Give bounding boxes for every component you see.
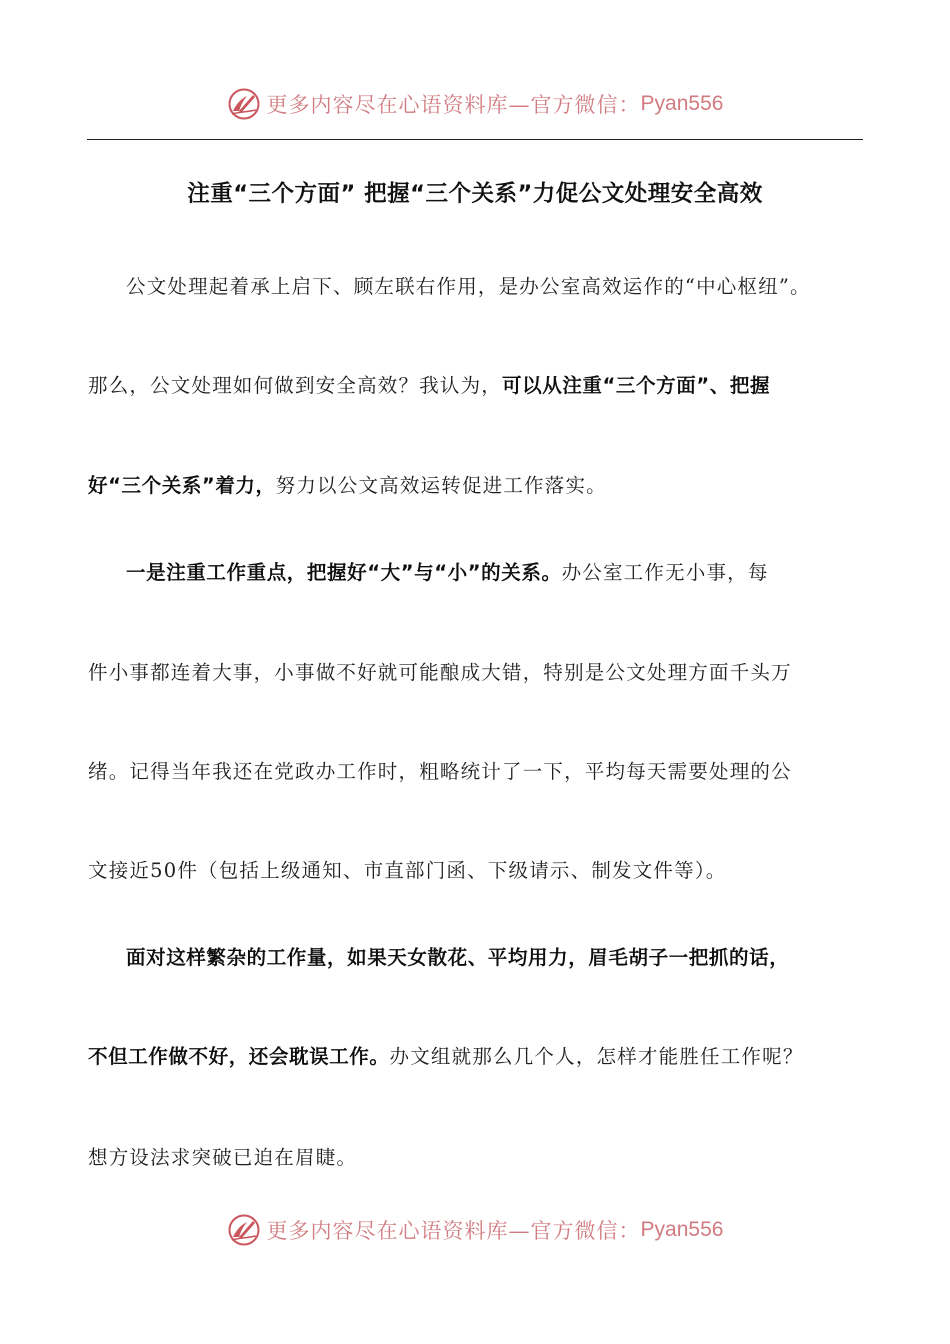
body-bold-text: 可以从注重“三个方面”、把握: [502, 374, 771, 397]
body-bold-text: 不但工作做不好，还会耽误工作。: [88, 1045, 390, 1068]
body-text: 公文处理起着承上启下、顾左联右作用，是办公室高效运作的“中心枢纽”。: [126, 275, 811, 298]
body-line-9: [88, 1042, 868, 1072]
header-rule: [87, 139, 863, 140]
body-line-10: [88, 1143, 868, 1173]
body-text: 件小事都连着大事，小事做不好就可能酿成大错，特别是公文处理方面千头万: [88, 661, 792, 684]
body-text: 办公室工作无小事，每: [561, 561, 769, 584]
watermark-wechat-id: Pyan556: [640, 1218, 724, 1241]
body-text: 办文组就那么几个人，怎样才能胜任工作呢？: [389, 1045, 804, 1068]
body-line-3: [88, 471, 868, 501]
body-line-4: [126, 558, 866, 588]
body-line-1: [126, 272, 866, 302]
pen-signature-logo-icon: [227, 87, 261, 121]
footer-watermark: [0, 1208, 950, 1252]
body-line-6: [88, 757, 868, 787]
body-text: 绪。记得当年我还在党政办工作时，粗略统计了一下，平均每天需要处理的公: [88, 760, 792, 783]
body-line-5: [88, 658, 868, 688]
body-line-2: [88, 371, 868, 401]
section-heading-bold: 一是注重工作重点，把握好“大”与“小”的关系。: [126, 561, 562, 584]
body-bold-text: 面对这样繁杂的工作量，如果天女散花、平均用力，眉毛胡子一把抓的话，: [126, 946, 790, 969]
body-bold-text: 好“三个关系”着力，: [88, 474, 276, 497]
header-watermark: [0, 82, 950, 126]
watermark-wechat-id: Pyan556: [640, 92, 724, 115]
body-text: 文接近50件（包括上级通知、市直部门函、下级请示、制发文件等）。: [88, 859, 727, 882]
watermark-text: 更多内容尽在心语资料库—官方微信：: [266, 93, 641, 117]
body-line-7: [88, 856, 868, 886]
body-line-8: [126, 943, 866, 973]
document-title: 注重“三个方面” 把握“三个关系”力促公文处理安全高效: [187, 181, 763, 207]
body-text: 想方设法求突破已迫在眉睫。: [88, 1146, 358, 1169]
pen-signature-logo-icon: [227, 1213, 261, 1247]
body-text: 那么，公文处理如何做到安全高效？我认为，: [88, 374, 503, 397]
watermark-text: 更多内容尽在心语资料库—官方微信：: [266, 1219, 641, 1243]
body-text: 努力以公文高效运转促进工作落实。: [275, 474, 607, 497]
